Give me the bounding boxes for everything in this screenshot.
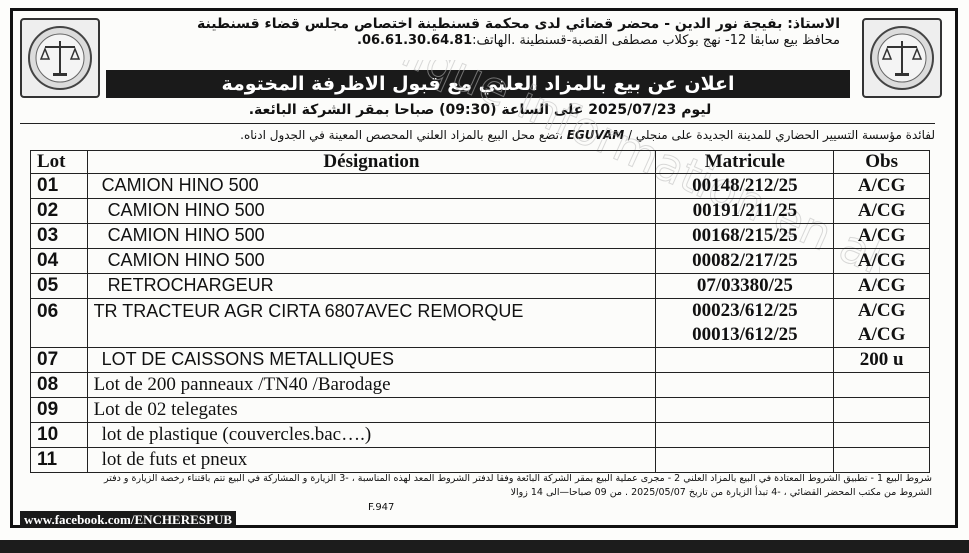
conditions-line-1: شروط البيع 1 - تطبيق الشروط المعتادة في البيع بالمزاد العلني 2 - مجرى عملية البيع بمقر الشركة البائعة وفقا لدفتر الشروط المعد لهذه المناسبة ، -3 الزيارة و المشاركة في البيع تتم باقتناء رخصة الزيارة و دفتر [104, 473, 932, 484]
table-row [31, 448, 930, 473]
sale-conditions [12, 472, 932, 500]
table-row [31, 299, 930, 348]
lot-obs: A/CG [834, 224, 930, 249]
intro-text-before: لفائدة مؤسسة التسيير الحضاري للمدينة الجديدة على منجلي / [628, 128, 935, 142]
lot-number: 02 [31, 199, 88, 224]
header-obs: Obs [834, 151, 930, 174]
intro-paragraph [30, 126, 935, 144]
address-text: محافظ بيع سابقا 12- نهج بوكلاب مصطفى القصبة-قسنطينة .الهاتف: [472, 33, 840, 48]
lot-number: 03 [31, 224, 88, 249]
lot-designation: CAMION HINO 500 [107, 200, 265, 220]
table-header-row [31, 151, 930, 174]
lot-obs: A/CG [834, 249, 930, 274]
scales-of-justice-icon [25, 23, 95, 93]
lot-designation: CAMION HINO 500 [107, 225, 265, 245]
lot-number: 07 [31, 348, 88, 373]
lot-matricule: 00082/217/25 [656, 249, 834, 274]
lot-obs: 200 u [834, 348, 930, 373]
lot-designation: lot de plastique (couvercles.bac….) [101, 424, 372, 445]
conditions-line-2: الشروط من مكتب المحضر القضائي ، -4 تبدأ الزيارة من تاريخ 2025/05/07 . من 09 صباحا—الى 14 زوالا [510, 487, 932, 498]
table-row [31, 398, 930, 423]
lot-number: 01 [31, 174, 88, 199]
lot-matricule: 00148/212/25 [656, 174, 834, 199]
lot-designation: LOT DE CAISSONS METALLIQUES [101, 349, 394, 369]
lot-designation: TR TRACTEUR AGR CIRTA 6807AVEC REMORQUE [93, 301, 524, 321]
lot-obs: A/CG [834, 174, 930, 199]
table-row [31, 373, 930, 398]
intro-text-after: ،تضع محل البيع بالمزاد العلني المحصص المعينة في الجدول ادناه. [240, 128, 563, 142]
lot-obs: A/CG [834, 199, 930, 224]
table-row [31, 249, 930, 274]
table-row [31, 274, 930, 299]
lot-obs [834, 448, 930, 473]
table-row [31, 348, 930, 373]
lot-matricule [656, 348, 834, 373]
table-row [31, 174, 930, 199]
lot-matricule: 00023/612/25 [692, 300, 798, 321]
lot-matricule [656, 448, 834, 473]
header-matricule: Matricule [656, 151, 834, 174]
lot-matricule: 00191/211/25 [656, 199, 834, 224]
notice-title: اعلان عن بيع بالمزاد العلني مع قبول الاظرفة المختومة [106, 70, 850, 98]
lot-number: 09 [31, 398, 88, 423]
phone-number: 06.61.30.64.81. [357, 33, 473, 48]
lot-matricule: 07/03380/25 [656, 274, 834, 299]
company-name: EGUVAM [566, 128, 625, 142]
lot-number: 04 [31, 249, 88, 274]
table-row [31, 423, 930, 448]
reference-code: F.947 [368, 502, 395, 513]
court-seal-right [862, 18, 942, 98]
bailiff-address-line [120, 32, 840, 50]
lots-table [30, 150, 930, 473]
lot-designation: CAMION HINO 500 [107, 250, 265, 270]
lot-obs [834, 423, 930, 448]
lot-designation: lot de futs et pneux [101, 449, 248, 470]
divider [20, 123, 935, 124]
lot-obs-2: A/CG [857, 324, 906, 345]
lot-number: 10 [31, 423, 88, 448]
lot-matricule [656, 398, 834, 423]
table-row [31, 224, 930, 249]
lot-obs [834, 373, 930, 398]
lot-designation: Lot de 200 panneaux /TN40 /Barodage [93, 374, 391, 395]
page-bottom-bar [0, 540, 969, 553]
lot-matricule-2: 00013/612/25 [692, 324, 798, 345]
lot-designation: RETROCHARGEUR [107, 275, 274, 295]
header-lot: Lot [31, 151, 88, 174]
lot-obs: A/CG [857, 300, 906, 321]
lot-number: 06 [31, 299, 88, 348]
lot-matricule [656, 373, 834, 398]
header-designation: Désignation [87, 151, 656, 174]
lot-matricule: 00168/215/25 [656, 224, 834, 249]
lot-obs [834, 398, 930, 423]
lot-number: 08 [31, 373, 88, 398]
lot-designation: Lot de 02 telegates [93, 399, 238, 420]
lot-designation: CAMION HINO 500 [101, 175, 259, 195]
lot-obs: A/CG [834, 274, 930, 299]
facebook-link: www.facebook.com/ENCHERESPUB [20, 511, 236, 528]
court-seal-left [20, 18, 100, 98]
auction-date-line: ليوم 2025/07/23 على الساعة (09:30) صباحا بمقر الشركة البائعة. [248, 102, 712, 118]
lot-matricule [656, 423, 834, 448]
bailiff-name-line: الاستاذ: بفيجة نور الدين - محضر قضائي لدى محكمة قسنطينة اختصاص مجلس قضاء قسنطينة [197, 16, 840, 32]
table-row [31, 199, 930, 224]
lot-number: 05 [31, 274, 88, 299]
scales-of-justice-icon [867, 23, 937, 93]
lot-number: 11 [31, 448, 88, 473]
